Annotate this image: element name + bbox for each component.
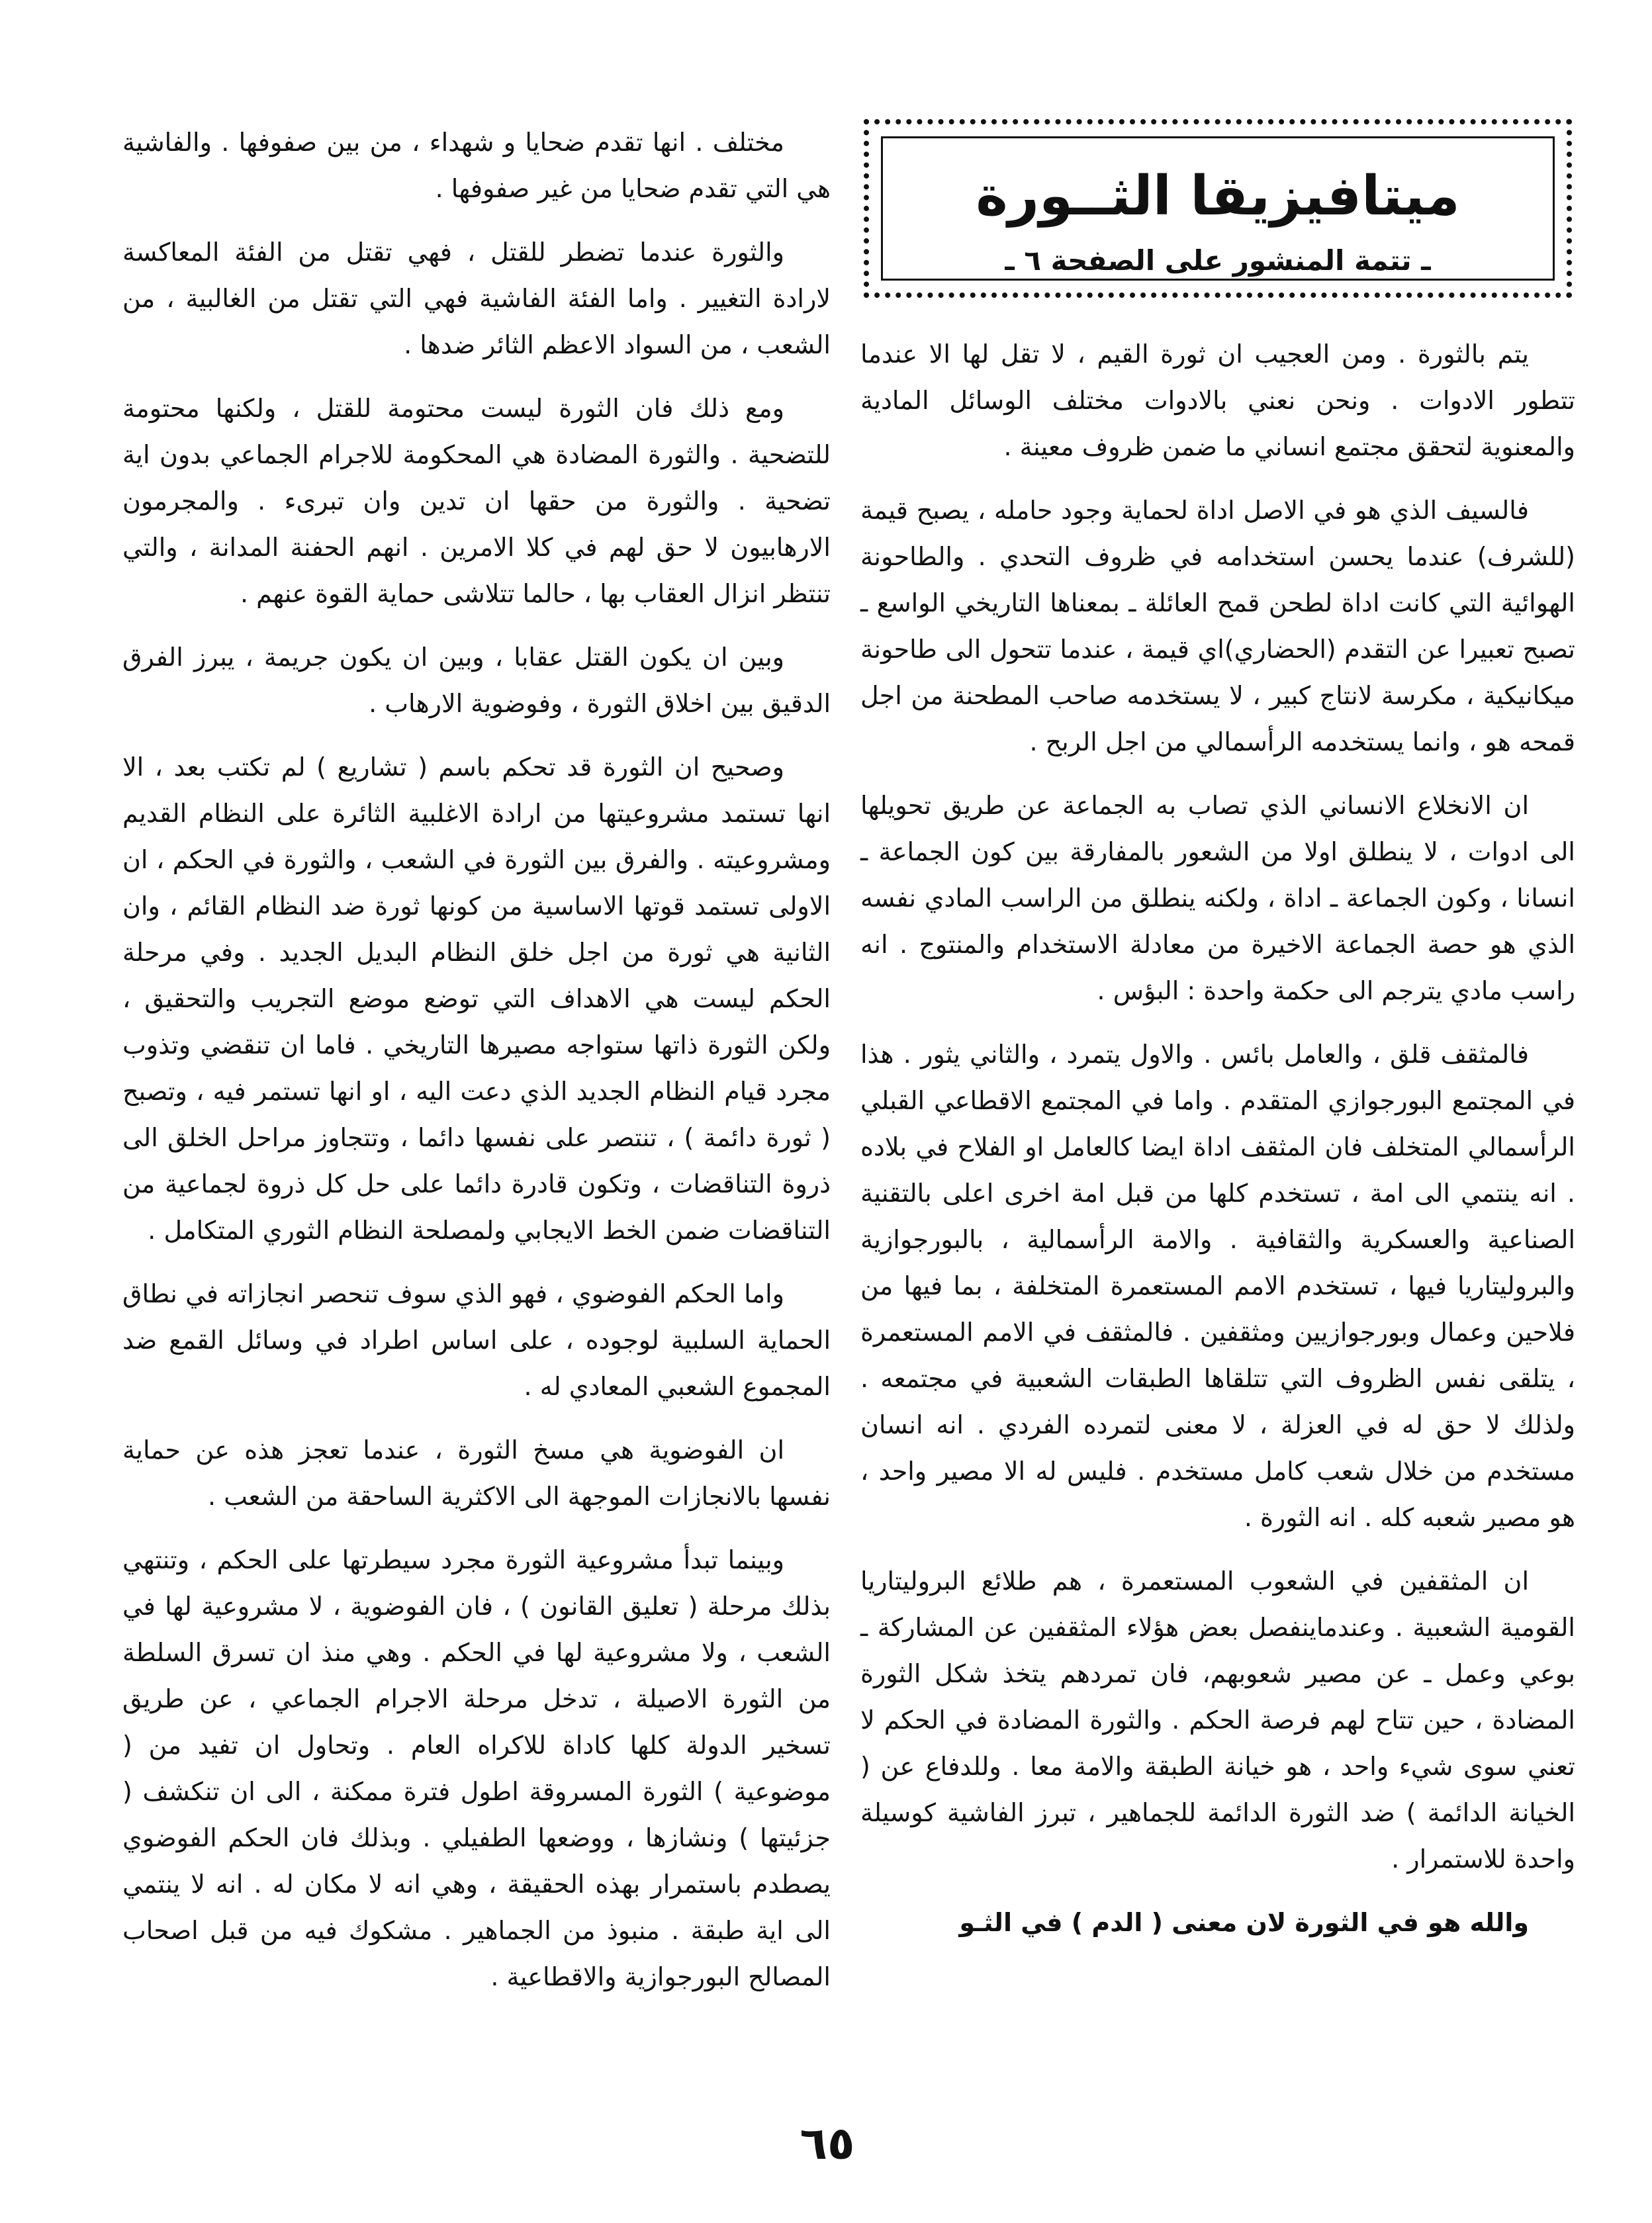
paragraph: ومع ذلك فان الثورة ليست محتومة للقتل ، ولكنها محتومة للتضحية . والثورة المضادة هي المحكومة للاجرام الجماعي بدون اية تضحية . والثورة من حقها ان تدين وان تبرىء . والمجرمون الارهابيون لا حق لهم في كلا الامرين . انهم الحفنة المدانة ، والتي تنتظر انزال العقاب بها ، حالما تتلاشى حماية القوة عنهم . bbox=[122, 394, 831, 608]
left-text-column bbox=[122, 119, 831, 2017]
paragraph: وصحيح ان الثورة قد تحكم باسم ( تشاريع ) لم تكتب بعد ، الا انها تستمد مشروعيتها من ارادة الاغلبية الثائرة على النظام القديم ومشروعيته . والفرق بين الثورة في الشعب ، والثورة في الحكم ، ان الاولى تستمد قوتها الاساسية من كونها ثورة ضد النظام القائم ، وان الثانية هي ثورة من اجل خلق النظام البديل الجديد . وفي مرحلة الحكم ليست هي الاهداف التي توضع موضع التجريب والتحقيق ، ولكن الثورة ذاتها ستواجه مصيرها التاريخي . فاما ان تنقضي وتذوب مجرد قيام النظام الجديد الذي دعت اليه ، او انها تستمر فيه ، وتصبح ( ثورة دائمة ) ، تنتصر على نفسها دائما ، وتتجاوز مراحل الخلق الى ذروة التناقضات ، وتكون قادرة دائما على حل كل ذروة لجماعية من التناقضات ضمن الخط الايجابي ولمصلحة النظام الثوري المتكامل . bbox=[122, 752, 831, 1245]
article-title-box bbox=[864, 119, 1572, 298]
paragraph: والله هو في الثورة لان معنى ( الدم ) في الثـو bbox=[959, 1908, 1529, 1937]
paragraph: ان الفوضوية هي مسخ الثورة ، عندما تعجز هذه عن حماية نفسها بالانجازات الموجهة الى الاكثرية الساحقة من الشعب . bbox=[122, 1435, 831, 1511]
title-inner-frame bbox=[881, 136, 1555, 281]
article-title: ميتافيزيقا الثــورة bbox=[976, 165, 1460, 228]
paragraph: ان المثقفين في الشعوب المستعمرة ، هم طلائع البروليتاريا القومية الشعبية . وعندماينفصل بعض هؤلاء المثقفين عن المشاركة ـ بوعي وعمل ـ عن مصير شعوبهم، فان تمردهم يتخذ شكل الثورة المضادة ، حين تتاح لهم فرصة الحكم . والثورة المضادة في الحكم لا تعني سوى شيء واحد ، هو خيانة الطبقة والامة معا . وللدفاع عن ( الخيانة الدائمة ) ضد الثورة الدائمة للجماهير ، تبرز الفاشية كوسيلة واحدة للاستمرار . bbox=[860, 1566, 1575, 1874]
article-subtitle: ـ تتمة المنشور على الصفحة ٦ ـ bbox=[1005, 244, 1431, 277]
right-text-column bbox=[860, 331, 1575, 1963]
paragraph: وبين ان يكون القتل عقابا ، وبين ان يكون جريمة ، يبرز الفرق الدقيق بين اخلاق الثورة ، وفوضوية الارهاب . bbox=[122, 643, 831, 718]
paragraph: والثورة عندما تضطر للقتل ، فهي تقتل من الفئة المعاكسة لارادة التغيير . واما الفئة الفاشية فهي التي تقتل من الغالبية ، من الشعب ، من السواد الاعظم الثائر ضدها . bbox=[122, 238, 831, 359]
paragraph: وبينما تبدأ مشروعية الثورة مجرد سيطرتها على الحكم ، وتنتهي بذلك مرحلة ( تعليق القانون ) ، فان الفوضوية ، لا مشروعية لها في الشعب ، ولا مشروعية لها في الحكم . وهي منذ ان تسرق السلطة من الثورة الاصيلة ، تدخل مرحلة الاجرام الجماعي ، عن طريق تسخير الدولة كلها كاداة للاكراه العام . وتحاول ان تفيد من ( موضوعية ) الثورة المسروقة اطول فترة ممكنة ، الى ان تنكشف ( جزئيتها ) ونشازها ، ووضعها الطفيلي . وبذلك فان الحكم الفوضوي يصطدم باستمرار بهذه الحقيقة ، وهي انه لا مكان له . انه لا ينتمي الى اية طبقة . منبوذ من الجماهير . مشكوك فيه من قبل اصحاب المصالح البورجوازية والاقطاعية . bbox=[122, 1545, 831, 1991]
paragraph: فالمثقف قلق ، والعامل بائس . والاول يتمرد ، والثاني يثور . هذا في المجتمع البورجوازي المتقدم . واما في المجتمع الاقطاعي القبلي الرأسمالي المتخلف فان المثقف اداة ايضا كالعامل او الفلاح في بلاده . انه ينتمي الى امة ، تستخدم كلها من قبل امة اخرى اعلى بالتقنية الصناعية والعسكرية والثقافية . والامة الرأسمالية ، بالبورجوازية والبروليتاريا فيها ، تستخدم الامم المستعمرة المتخلفة ، بما فيها من فلاحين وعمال وبورجوازيين ومثقفين . فالمثقف في الامم المستعمرة ، يتلقى نفس الظروف التي تتلقاها الطبقات الشعبية في مجتمعه . ولذلك لا حق له في العزلة ، لا معنى لتمرده الفردي . انه انسان مستخدم من خلال شعب كامل مستخدم . فليس له الا مصير واحد ، هو مصير شعبه كله . انه الثورة . bbox=[860, 1040, 1575, 1532]
paragraph: يتم بالثورة . ومن العجيب ان ثورة القيم ، لا تقل لها الا عندما تتطور الادوات . ونحن نعني بالادوات مختلف الوسائل المادية والمعنوية لتحقق مجتمع انساني ما ضمن ظروف معينة . bbox=[860, 340, 1575, 461]
paragraph: ان الانخلاع الانساني الذي تصاب به الجماعة عن طريق تحويلها الى ادوات ، لا ينطلق اولا من الشعور بالمفارقة بين كون الجماعة ـ انسانا ، وكون الجماعة ـ اداة ، ولكنه ينطلق من الراسب المادي نفسه الذي هو حصة الجماعة الاخيرة من معادلة الاستخدام والمنتوج . انه راسب مادي يترجم الى حكمة واحدة : البؤس . bbox=[860, 791, 1575, 1005]
paragraph: واما الحكم الفوضوي ، فهو الذي سوف تنحصر انجازاته في نطاق الحماية السلبية لوجوده ، على اساس اطراد في وسائل القمع ضد المجموع الشعبي المعادي له . bbox=[122, 1279, 831, 1401]
page-number: ٦٥ bbox=[800, 2118, 855, 2170]
paragraph: مختلف . انها تقدم ضحايا و شهداء ، من بين صفوفها . والفاشية هي التي تقدم ضحايا من غير صفوفها . bbox=[122, 128, 831, 203]
paragraph: فالسيف الذي هو في الاصل اداة لحماية وجود حامله ، يصبح قيمة (للشرف) عندما يحسن استخدامه في ظروف التحدي . والطاحونة الهوائية التي كانت اداة لطحن قمح العائلة ـ بمعناها التاريخي الواسع ـ تصبح تعبيرا عن التقدم (الحضاري)اي قيمة ، عندما تتحول الى طاحونة ميكانيكية ، مكرسة لانتاج كبير ، لا يستخدمه صاحب المطحنة من اجل قمحه هو ، وانما يستخدمه الرأسمالي من اجل الربح . bbox=[860, 496, 1575, 756]
